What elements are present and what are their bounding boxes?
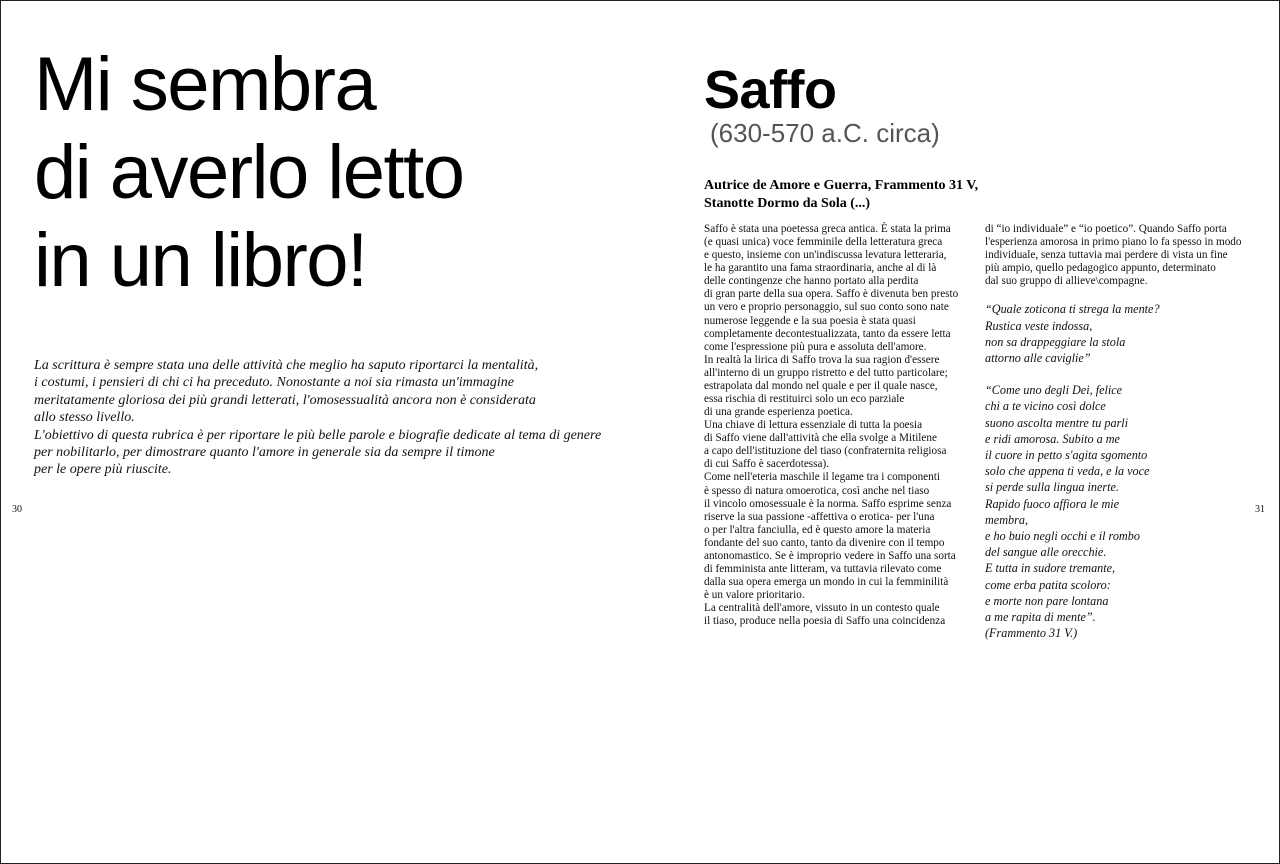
poem-line: “Come uno degli Dei, felice <box>985 383 1123 398</box>
poem-line: non sa drappeggiare la stola <box>985 334 1126 349</box>
page-number-right: 31 <box>1255 504 1265 515</box>
body-line: dalla sua opera emerga un mondo in cui la femminilità <box>704 576 949 589</box>
intro-line: meritatamente gloriosa dei più grandi letterati, l'omosessualità ancora non è considerata <box>34 392 536 408</box>
intro-line: i costumi, i pensieri di chi ci ha preceduto. Nonostante a noi sia rimasta un'immagine <box>34 375 514 391</box>
body-line: numerose leggende e la sua poesia è stata quasi <box>704 314 916 327</box>
body-line: fondante del suo canto, tanto da divenire con il tempo <box>704 536 945 549</box>
poem-line: si perde sulla lingua inerte. <box>985 480 1119 495</box>
body-line: La centralità dell'amore, vissuto in un contesto quale <box>704 602 940 615</box>
body-line: è un valore prioritario. <box>704 589 805 602</box>
poem-line: Rapido fuoco affiora le mie <box>985 496 1120 511</box>
poem-line: e morte non pare lontana <box>985 593 1109 608</box>
poem-line: il cuore in petto s'agita sgomento <box>985 448 1148 463</box>
body-line: e questo, insieme con un'indiscussa levatura letteraria, <box>704 249 947 262</box>
intro-line: per nobilitarlo, per dimostrare quanto l'amore in generale sia da sempre il timone <box>34 445 495 461</box>
poem-line: e ho buio negli occhi e il rombo <box>985 529 1140 544</box>
poem-line: (Frammento 31 V.) <box>985 626 1078 641</box>
body-line: di femminista ante litteram, va tuttavia rilevato come <box>704 563 942 576</box>
poem-quote-1 <box>985 301 1255 366</box>
body-line: riserve la sua passione -affettiva o erotica- per l'una <box>704 510 935 523</box>
intro-line: La scrittura è sempre stata una delle attività che meglio ha saputo riportarci la mentalità, <box>34 358 539 373</box>
body-paragraph <box>985 223 1255 288</box>
body-line: antonomastico. Se è improprio vedere in Saffo una sorta <box>704 549 956 562</box>
subtitle-line: Autrice de Amore e Guerra, Frammento 31 V, <box>704 178 979 193</box>
body-line: di “io individuale” e “io poetico”. Quando Saffo porta <box>985 223 1227 235</box>
poem-line: come erba patita scoloro: <box>985 577 1111 592</box>
poem-line: e ridi amorosa. Subito a me <box>985 431 1120 446</box>
body-line: a capo dell'istituzione del tiaso (confraternita religiosa <box>704 445 947 458</box>
poem-line: “Quale zoticona ti strega la mente? <box>985 302 1160 317</box>
body-line: di Saffo viene dall'attività che ella svolge a Mitilene <box>704 432 937 445</box>
body-line: estrapolata dal mondo nel quale e per il quale nasce, <box>704 379 938 392</box>
headline <box>34 41 464 305</box>
poem-line: suono ascolta mentre tu parli <box>985 415 1129 430</box>
headline-line: Mi sembra <box>34 42 376 127</box>
article-dates: (630-570 a.C. circa) <box>710 118 940 148</box>
poem-line: chi a te vicino così dolce <box>985 399 1106 414</box>
poem-line: E tutta in sudore tremante, <box>985 561 1116 576</box>
body-line: il tiaso, produce nella poesia di Saffo una coincidenza <box>704 615 946 628</box>
body-line: il vincolo omosessuale è la norma. Saffo esprime senza <box>704 497 952 510</box>
headline-line: di averlo letto <box>34 130 464 215</box>
article-title: Saffo <box>704 60 837 120</box>
body-line: l'esperienza amorosa in primo piano lo fa spesso in modo <box>985 236 1242 249</box>
poem-line: attorno alle caviglie” <box>985 351 1091 365</box>
body-line: o per l'altra fanciulla, ed è questo amore la materia <box>704 523 931 536</box>
headline-line: in un libro! <box>34 218 367 303</box>
article-subtitle <box>704 177 1004 213</box>
poem-line: a me rapita di mente”. <box>985 610 1096 625</box>
body-line: all'interno di un gruppo ristretto e del tutto particolare; <box>704 366 948 379</box>
intro-line: L'obiettivo di questa rubrica è per riportare le più belle parole e biografie dedicate al tema di genere <box>34 427 602 443</box>
intro-line: allo stesso livello. <box>34 410 135 426</box>
body-line: è spesso di natura omoerotica, così anche nel tiaso <box>704 484 930 497</box>
body-column-left <box>704 223 974 628</box>
body-line: di una grande esperienza poetica. <box>704 406 853 419</box>
intro-line: per le opere più riuscite. <box>34 462 172 478</box>
body-column-right <box>985 223 1255 641</box>
poem-quote-2 <box>985 382 1255 641</box>
body-line: come l'espressione più pura e assoluta dell'amore. <box>704 340 927 353</box>
body-line: (e quasi unica) voce femminile della letteratura greca <box>704 236 943 249</box>
poem-line: Rustica veste indossa, <box>985 318 1093 333</box>
body-line: essa rischia di restituirci solo un eco parziale <box>704 393 905 406</box>
body-line: completamente decontestualizzata, tanto da essere letta <box>704 327 951 340</box>
body-line: Come nell'eteria maschile il legame tra i componenti <box>704 471 940 484</box>
body-line: In realtà la lirica di Saffo trova la sua ragion d'essere <box>704 353 940 366</box>
body-line: Una chiave di lettura essenziale di tutta la poesia <box>704 419 923 432</box>
poem-line: del sangue alle orecchie. <box>985 545 1107 560</box>
body-line: di gran parte della sua opera. Saffo è divenuta ben presto <box>704 288 959 301</box>
subtitle-line: Stanotte Dormo da Sola (...) <box>704 196 871 211</box>
page-number-left: 30 <box>12 504 22 515</box>
body-line: un vero e proprio personaggio, sul suo conto sono nate <box>704 301 949 314</box>
body-line: più ampio, quello pedagogico appunto, determinato <box>985 262 1216 275</box>
body-line: di cui Saffo è sacerdotessa). <box>704 458 829 471</box>
body-line: Saffo è stata una poetessa greca antica. È stata la prima <box>704 223 951 235</box>
poem-line: solo che appena ti veda, e la voce <box>985 464 1150 479</box>
body-line: individuale, senza tuttavia mai perdere di vista un fine <box>985 249 1228 262</box>
poem-line: membra, <box>985 512 1028 527</box>
body-line: le ha garantito una fama straordinaria, anche al di là <box>704 262 937 275</box>
intro-paragraph <box>34 357 602 479</box>
body-line: dal suo gruppo di allieve\compagne. <box>985 275 1148 288</box>
body-line: delle contingenze che hanno portato alla perdita <box>704 275 919 288</box>
